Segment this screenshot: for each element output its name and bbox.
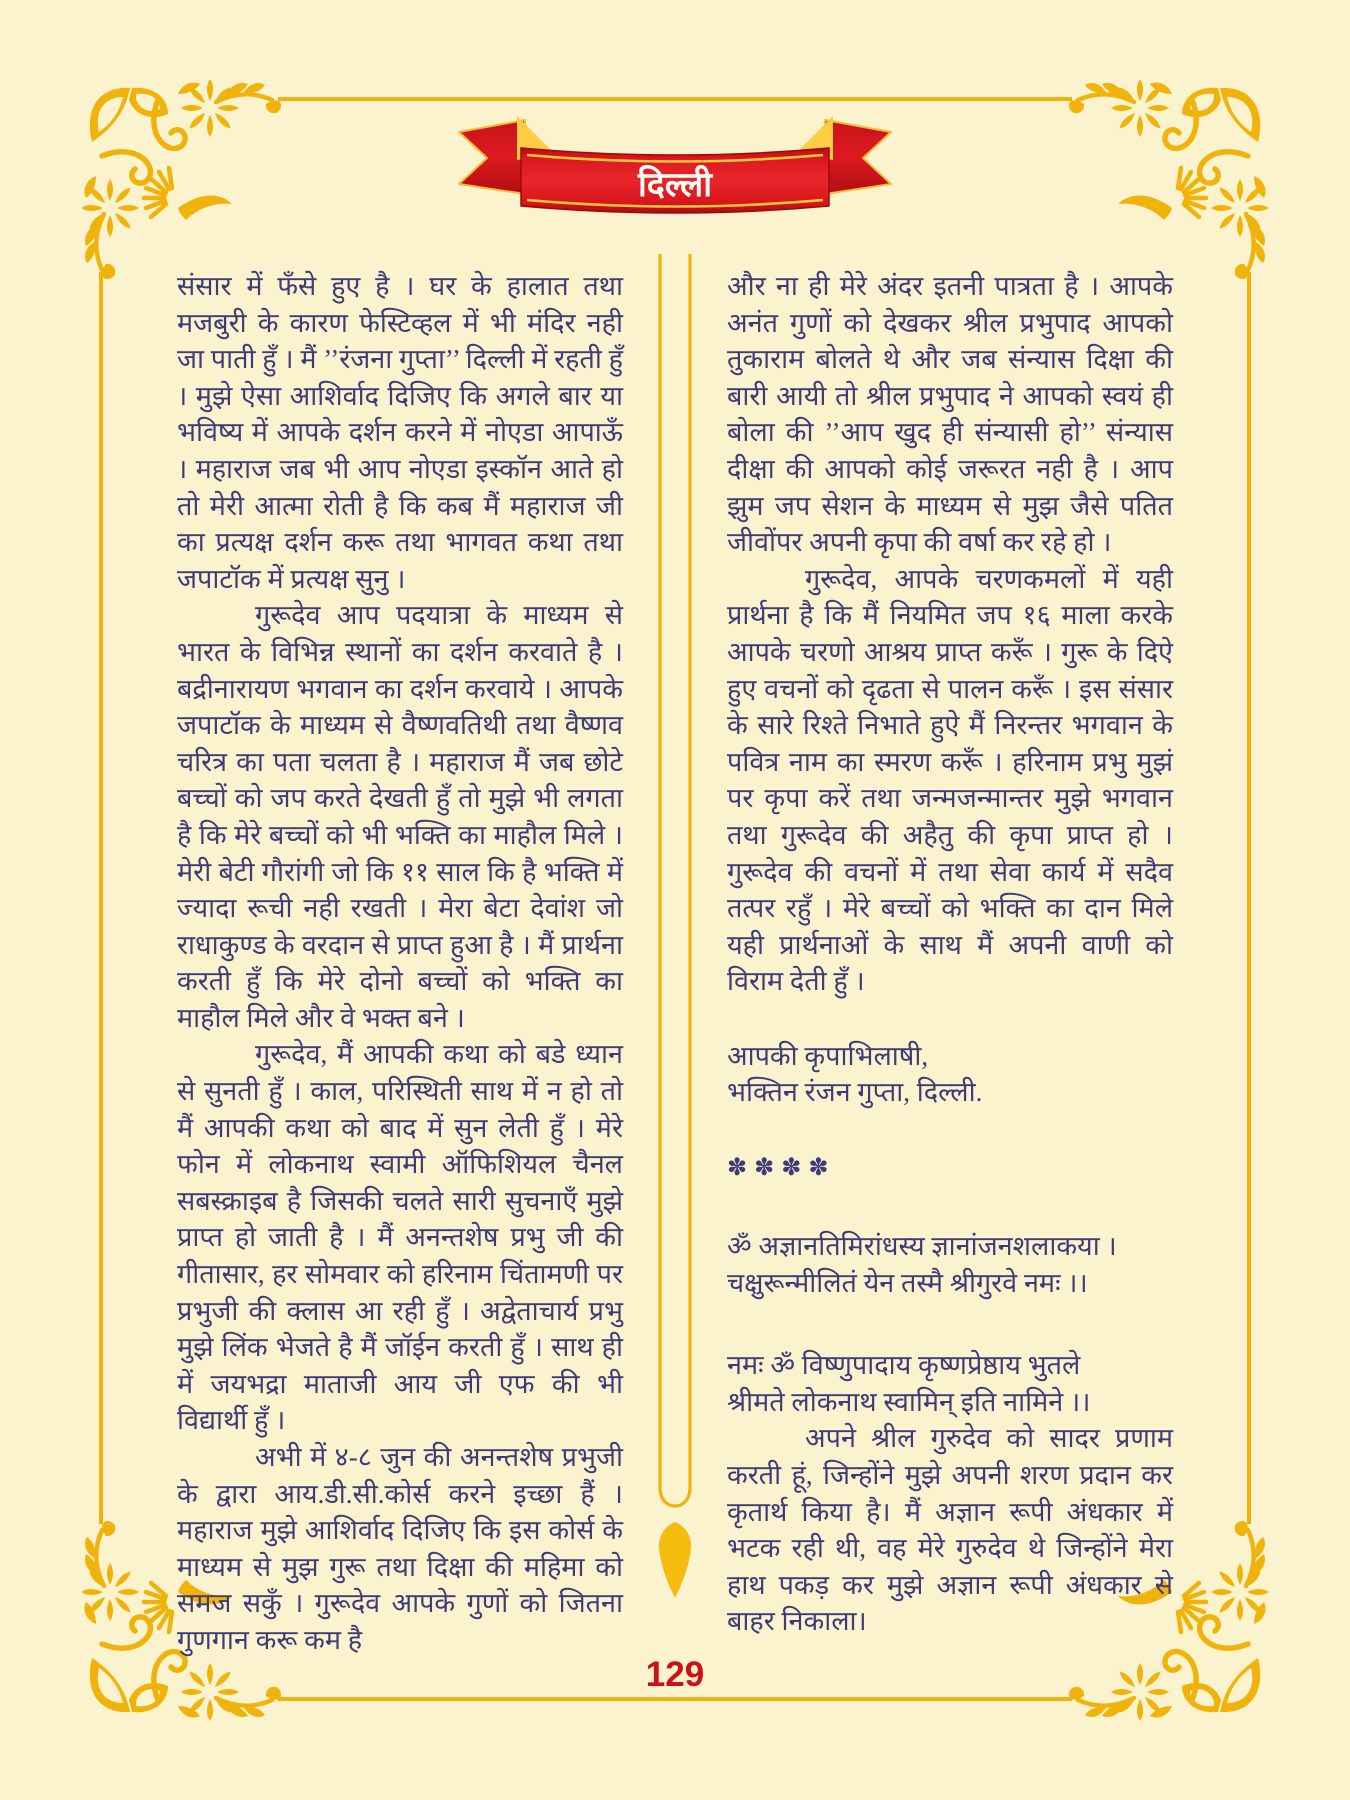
signature-line: भक्तिन रंजन गुप्ता, दिल्ली. <box>727 1077 983 1108</box>
page-number: 129 <box>645 1655 705 1694</box>
ribbon-right-tail <box>825 120 891 194</box>
paragraph: अभी में ४-८ जुन की अनन्तशेष प्रभुजी के द्वारा आय.डी.सी.कोर्स करने इच्छा हैं । महाराज मुझे आशिर्वाद दिजिए कि इस कोर्स के माध्यम से मुझ गुरू तथा दिक्षा की महिमा को समज सकुँ । गुरूदेव आपके गुणों को जितना गुणगान करू कम है <box>177 1442 623 1655</box>
section-separator-stars: ✽✽✽✽ <box>727 1155 836 1182</box>
shloka-verse <box>727 1228 1173 1301</box>
paragraph: और ना ही मेरे अंदर इतनी पात्रता है । आपके अनंत गुणों को देखकर श्रील प्रभुपाद आपको तुकाराम बोलते थे और जब संन्यास दिक्षा की बारी आयी तो श्रील प्रभुपाद ने आपको स्वयं ही बोला की ’’आप खुद ही संन्यासी हो’’ संन्यास दीक्षा की आपको कोई जरूरत नही है । आप झुम जप सेशन के माध्यम से मुझ जैसे पतित जीवोंपर अपनी कृपा की वर्षा कर रहे हो । <box>727 271 1173 558</box>
ribbon-left-tail <box>459 120 525 194</box>
signature-block <box>727 1038 1173 1111</box>
signature-line: आपकी कृपाभिलाषी, <box>727 1040 929 1071</box>
border-line-top <box>278 97 1072 101</box>
left-text-column <box>177 268 623 1659</box>
shloka-verse <box>727 1347 1173 1420</box>
paragraph: गुरूदेव, आपके चरणकमलों में यही प्रार्थना है कि मैं नियमित जप १६ माला करके आपके चरणो आश्रय प्राप्त करूँ । गुरू के दिऐ हुए वचनों को दृढता से पालन करूँ । इस संसार के सारे रिश्ते निभाते हुऐ मैं निरन्तर भगवान के पवित्र नाम का स्मरण करूँ । हरिनाम प्रभु मुझं पर कृपा करें तथा जन्मजन्मान्तर मुझे भगवान तथा गुरूदेव की अहैतु की कृपा प्राप्त हो । गुरूदेव की वचनों में तथा सेवा कार्य में सदैव तत्पर रहुँ । मेरे बच्चों को भक्ति का दान मिले यही प्रार्थनाओं के साथ मैं अपनी वाणी को विराम देती हुँ । <box>727 563 1173 997</box>
paragraph: गुरूदेव, मैं आपकी कथा को बडे ध्यान से सुनती हुँ । काल, परिस्थिती साथ में न हो तो मैं आपकी कथा को बाद में सुन लेती हुँ । मेरे फोन में लोकनाथ स्वामी ऑफिशियल चैनल सबस्क्राइब है जिसकी चलते सारी सुचनाएँ मुझे प्राप्त हो जाती है । मैं अनन्तशेष प्रभु जी की गीतासार, हर सोमवार को हरिनाम चिंतामणी पर प्रभुजी की क्लास आ रही हुँ । अद्वेताचार्य प्रभु मुझे लिंक भेजते है मैं जॉईन करती हुँ । साथ ही में जयभद्रा माताजी आय जी एफ की भी विद्यार्थी हुँ । <box>177 1039 623 1436</box>
border-line-left <box>99 272 103 1524</box>
paragraph: संसार में फँसे हुए है । घर के हालात तथा मजबुरी के कारण फेस्टिव्हल में भी मंदिर नही जा पाती हुँ । मैं ’’रंजना गुप्ता’’ दिल्ली में रहती हुँ । मुझे ऐसा आशिर्वाद दिजिए कि अगले बार या भविष्य में आपके दर्शन करने में नोएडा आपाऊँ । महाराज जब भी आप नोएडा इस्कॉन आते हो तो मेरी आत्मा रोती है कि कब मैं महाराज जी का प्रत्यक्ष दर्शन करू तथा भागवत कथा तथा जपाटॉक में प्रत्यक्ष सुनु । <box>177 271 623 594</box>
shloka-line: चक्षुरून्मीलितं येन तस्मै श्रीगुरवे नमः ।। <box>727 1267 1088 1298</box>
chapter-title: दिल्ली <box>637 167 713 204</box>
right-text-column <box>727 268 1173 1640</box>
paragraph: गुरूदेव आप पदयात्रा के माध्यम से भारत के विभिन्न स्थानों का दर्शन करवाते है । बद्रीनारायण भगवान का दर्शन करवाये । आपके जपाटॉक के माध्यम से वैष्णवतिथी तथा वैष्णव चरित्र का पता चलता है । महाराज मैं जब छोटे बच्चों को जप करते देखती हुँ तो मुझे भी लगता है कि मेरे बच्चों को भी भक्ति का माहौल मिले । मेरी बेटी गौरांगी जो कि ११ साल कि है भक्ति में ज्यादा रूची नही रखती । मेरा बेटा देवांश जो राधाकुण्ड के वरदान से प्राप्त हुआ है । मैं प्रार्थना करती हुँ कि मेरे दोनो बच्चों को भक्ति का माहौल मिले और वे भक्त बने । <box>177 600 623 1033</box>
shloka-line: नमः ॐ विष्णुपादाय कृष्णप्रेष्ठाय भुतले <box>727 1350 1081 1381</box>
floral-corner-ornament-icon <box>1068 80 1268 280</box>
paragraph: अपने श्रील गुरुदेव को सादर प्रणाम करती हूं, जिन्होंने मुझे अपनी शरण प्रदान कर कृतार्थ किया है। मैं अज्ञान रूपी अंधकार में भटक रही थी, वह मेरे गुरुदेव थे जिन्होंने मेरा हाथ पकड़ कर मुझे अज्ञान रूपी अंधकार से बाहर निकाला। <box>727 1423 1173 1637</box>
column-divider-ornament-icon <box>645 250 705 1602</box>
shloka-line: ॐ अज्ञानतिमिरांधस्य ज्ञानांजनशलाकया । <box>727 1231 1117 1262</box>
shloka-line: श्रीमते लोकनाथ स्वामिन् इति नामिने ।। <box>727 1386 1091 1417</box>
floral-corner-ornament-icon <box>82 80 282 280</box>
chapter-ribbon-banner <box>455 106 895 224</box>
border-line-bottom <box>278 1697 1072 1701</box>
border-line-right <box>1247 272 1251 1524</box>
